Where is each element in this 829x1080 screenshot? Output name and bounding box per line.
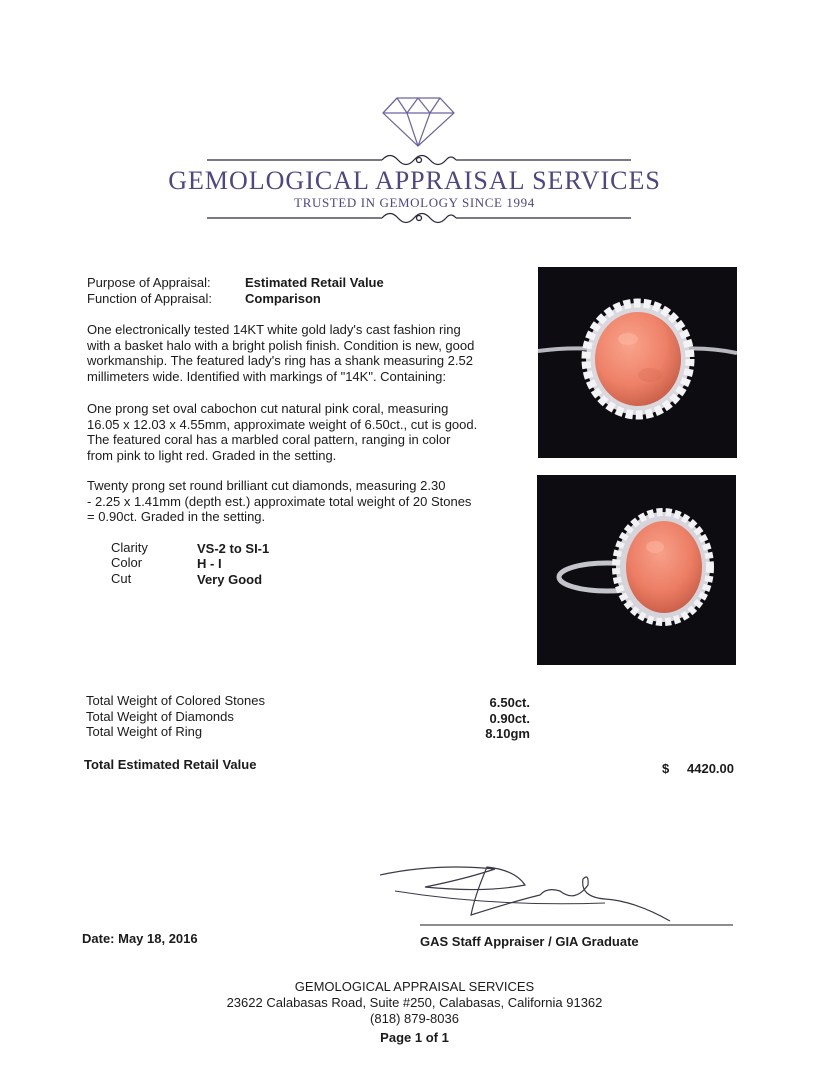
diamond-icon — [383, 98, 454, 146]
description-line: with a basket halo with a bright polish finish. Condition is new, good — [87, 337, 475, 353]
ornament-top — [207, 156, 631, 165]
function-value: Comparison — [245, 291, 321, 306]
tagline: TRUSTED IN GEMOLOGY SINCE 1994 — [294, 195, 535, 210]
appraiser-title: GAS Staff Appraiser / GIA Graduate — [420, 934, 639, 949]
description-line: workmanship. The featured lady's ring has a shank measuring 2.52 — [87, 353, 473, 368]
description-line: millimeters wide. Identified with markings of "14K". Containing: — [87, 368, 446, 384]
grading-label-cut: Cut — [111, 571, 132, 586]
footer-phone: (818) 879-8036 — [370, 1011, 459, 1026]
description-paragraph-2 — [87, 401, 507, 463]
description-line: Twenty prong set round brilliant cut diamonds, measuring 2.30 — [87, 478, 446, 493]
page-number: Page 1 of 1 — [380, 1030, 449, 1045]
purpose-label: Purpose of Appraisal: — [87, 275, 211, 290]
retail-amount: 4420.00 — [687, 761, 734, 776]
function-label: Function of Appraisal: — [87, 291, 213, 306]
total-label-diamonds: Total Weight of Diamonds — [86, 709, 234, 724]
retail-currency: $ — [662, 761, 670, 776]
appraisal-date: Date: May 18, 2016 — [82, 931, 198, 946]
total-value-diamonds: 0.90ct. — [489, 711, 530, 726]
signature — [375, 855, 735, 930]
description-line: One prong set oval cabochon cut natural pink coral, measuring — [87, 401, 449, 416]
description-line: = 0.90ct. Graded in the setting. — [87, 509, 266, 524]
grading-value-color: H - I — [197, 556, 222, 571]
ring-photo-top — [538, 267, 737, 458]
footer-address: 23622 Calabasas Road, Suite #250, Calabasas, California 91362 — [226, 995, 603, 1010]
total-label-ring: Total Weight of Ring — [86, 724, 203, 739]
grading-value-clarity: VS-2 to SI-1 — [197, 541, 270, 556]
ring-photo-side — [537, 475, 736, 665]
description-line: One electronically tested 14KT white gold lady's cast fashion ring — [87, 322, 461, 337]
description-paragraph-1 — [87, 322, 507, 384]
description-line: The featured coral has a marbled coral pattern, ranging in color — [87, 432, 451, 447]
ring-side-image — [537, 475, 736, 665]
description-line: from pink to light red. Graded in the setting. — [87, 447, 337, 463]
purpose-value: Estimated Retail Value — [245, 275, 384, 290]
total-value-ring: 8.10gm — [485, 726, 530, 741]
description-line: 16.05 x 12.03 x 4.55mm, approximate weight of 6.50ct., cut is good. — [87, 416, 478, 432]
org-name: GEMOLOGICAL APPRAISAL SERVICES — [168, 166, 661, 195]
grading-value-cut: Very Good — [197, 572, 263, 587]
retail-value-label: Total Estimated Retail Value — [84, 757, 257, 772]
description-line: - 2.25 x 1.41mm (depth est.) approximate total weight of 20 Stones — [87, 493, 472, 509]
ornament-bottom — [207, 214, 631, 223]
total-value-colored-stones: 6.50ct. — [489, 695, 530, 710]
grading-label-color: Color — [111, 555, 143, 570]
grading-label-clarity: Clarity — [111, 540, 148, 555]
ring-top-image — [538, 267, 737, 458]
footer-org: GEMOLOGICAL APPRAISAL SERVICES — [294, 979, 535, 994]
description-paragraph-3 — [87, 478, 507, 525]
total-label-colored-stones: Total Weight of Colored Stones — [86, 693, 265, 708]
